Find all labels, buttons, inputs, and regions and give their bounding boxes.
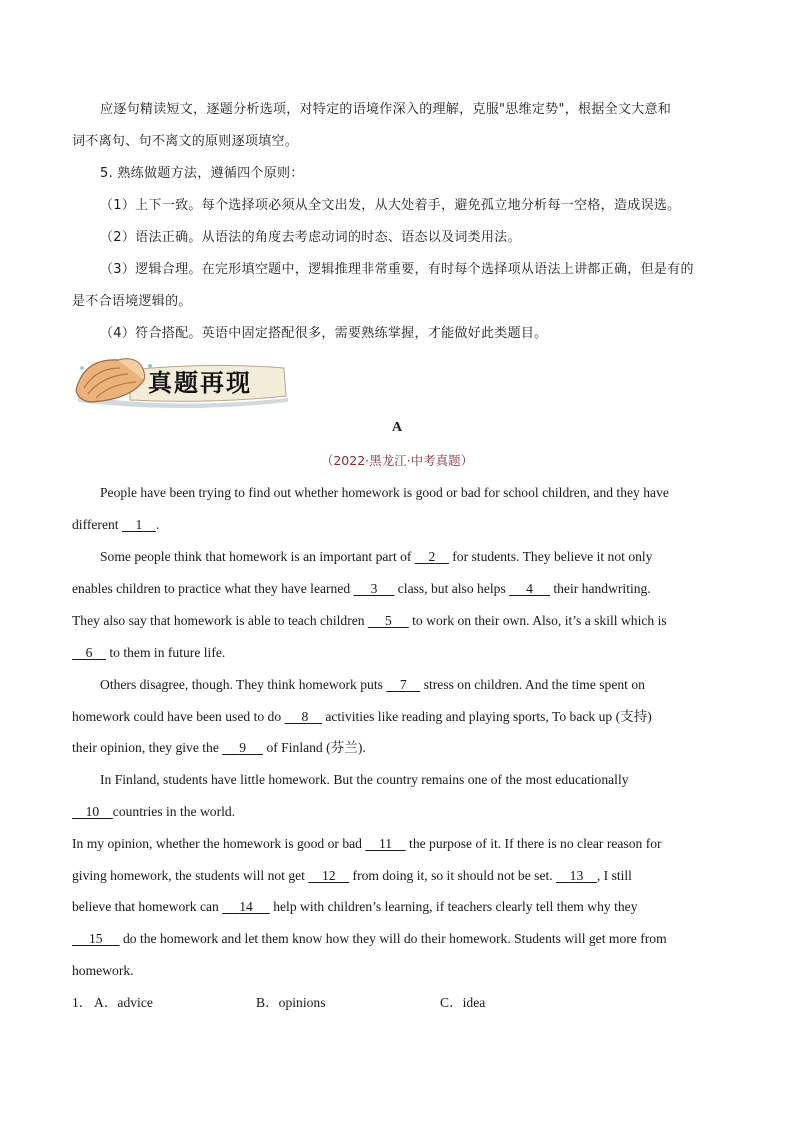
passage-line: People have been trying to find out whether homework is good or bad for school children, and they have: [100, 485, 669, 500]
blank-15[interactable]: 15: [89, 931, 103, 946]
blank-5[interactable]: 5: [384, 613, 392, 628]
intro-line-2: 词不离句、句不离文的原则逐项填空。: [72, 134, 299, 149]
passage-line: 15 do the homework and let them know how they will do their homework. Students will get more from: [72, 929, 667, 949]
blank-14[interactable]: 14: [239, 899, 253, 914]
option-1b[interactable]: B．opinions: [256, 995, 326, 1010]
passage-line: believe that homework can 14 help with children’s learning, if teachers clearly tell them why they: [72, 897, 638, 917]
passage-line: enables children to practice what they have learned 3 class, but also helps 4 their handwriting.: [72, 579, 651, 599]
option-1a[interactable]: A．advice: [94, 995, 153, 1010]
rule-4: （4）符合搭配。英语中固定搭配很多，需要熟练掌握，才能做好此类题目。: [100, 326, 548, 341]
rule-1: （1）上下一致。每个选择项必须从全文出发，从大处着手，避免孤立地分析每一空格，造成误选。: [100, 198, 681, 213]
passage-line: Some people think that homework is an important part of 2 for students. They believe it not only: [100, 547, 652, 567]
option-1c[interactable]: C．idea: [440, 995, 486, 1010]
passage-line: In my opinion, whether the homework is good or bad 11 the purpose of it. If there is no clear reason for: [72, 834, 662, 854]
passage-line: their opinion, they give the 9 of Finland (芬兰).: [72, 738, 366, 758]
blank-10[interactable]: 10: [85, 804, 100, 819]
passage-line: different 1 .: [72, 515, 159, 535]
blank-2[interactable]: 2: [428, 549, 436, 564]
question-1-number: 1．: [72, 995, 93, 1010]
blank-3[interactable]: 3: [370, 581, 378, 596]
blank-8[interactable]: 8: [301, 709, 309, 724]
passage-line: 6 to them in future life.: [72, 643, 225, 663]
passage-heading: A: [391, 420, 403, 435]
passage-source: （2022·黑龙江·中考真题）: [320, 453, 474, 468]
passage-line: 10 countries in the world.: [72, 802, 235, 822]
blank-12[interactable]: 12: [321, 868, 336, 883]
passage-line: In Finland, students have little homework. But the country remains one of the most educationally: [100, 772, 629, 787]
blank-1[interactable]: 1: [135, 517, 143, 532]
passage-line: homework could have been used to do 8 activities like reading and playing sports, To back up (支持): [72, 707, 652, 727]
rule-3-line-1: （3）逻辑合理。在完形填空题中，逻辑推理非常重要，有时每个选择项从语法上讲都正确，但是有的: [100, 262, 694, 277]
passage-line: Others disagree, though. They think homework puts 7 stress on children. And the time spent on: [100, 675, 645, 695]
rule-2: （2）语法正确。从语法的角度去考虑动词的时态、语态以及词类用法。: [100, 230, 521, 245]
blank-9[interactable]: 9: [239, 740, 247, 755]
blank-7[interactable]: 7: [399, 677, 407, 692]
blank-11[interactable]: 11: [378, 836, 393, 851]
intro-point-5: 5. 熟练做题方法，遵循四个原则：: [100, 166, 304, 181]
blank-13[interactable]: 13: [569, 868, 584, 883]
rule-3-line-2: 是不合语境逻辑的。: [72, 294, 192, 309]
blank-4[interactable]: 4: [526, 581, 533, 596]
passage-line: giving homework, the students will not get 12 from doing it, so it should not be set. 13 , I still: [72, 866, 632, 886]
passage-line: They also say that homework is able to teach children 5 to work on their own. Also, it’s a skill which is: [72, 611, 667, 631]
passage-line: homework.: [72, 963, 134, 978]
intro-line-1: 应逐句精读短文，逐题分析选项，对特定的语境作深入的理解，克服"思维定势"，根据全文大意和: [100, 102, 672, 117]
section-banner-title: 真题再现: [148, 368, 252, 397]
blank-6[interactable]: 6: [85, 645, 93, 660]
